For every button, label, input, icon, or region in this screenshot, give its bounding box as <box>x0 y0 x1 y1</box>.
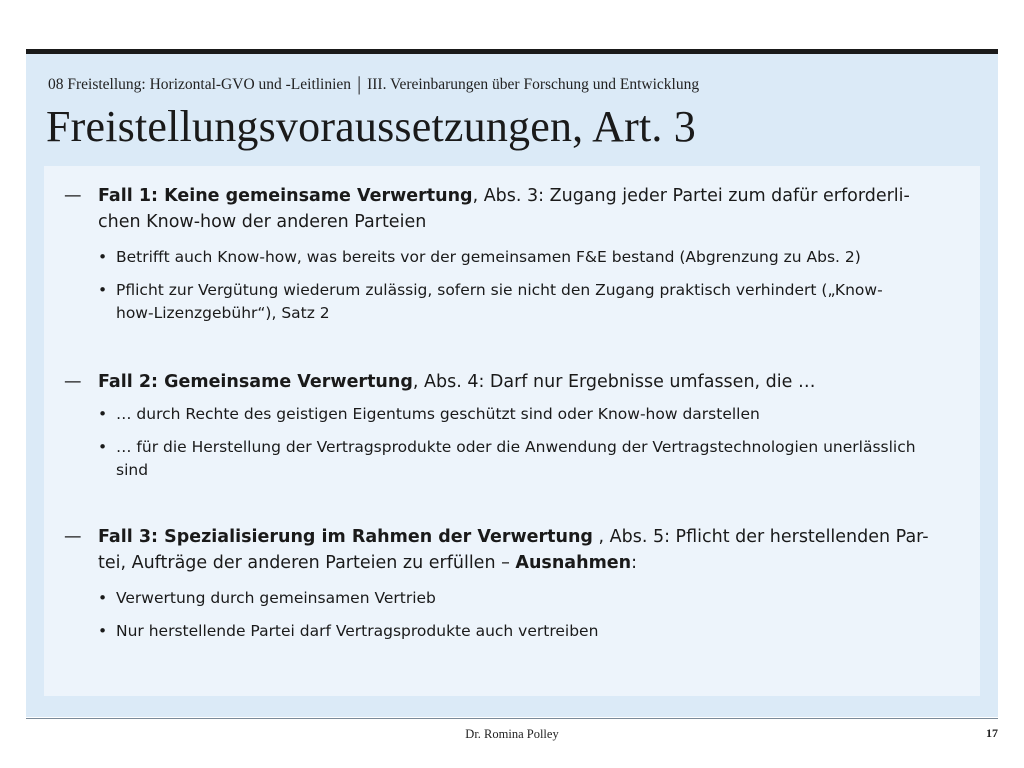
content-box <box>44 166 980 696</box>
bullet-marker: • <box>98 281 108 299</box>
item-heading: Fall 2: Gemeinsame Verwertung <box>98 372 413 392</box>
item-line: sind <box>116 461 149 479</box>
bullet-marker: • <box>98 405 108 423</box>
item-text: … durch Rechte des geistigen Eigentums geschützt sind oder Know-how darstellen <box>116 405 760 423</box>
item-line: Pflicht zur Vergütung wiederum zulässig, sofern sie nicht den Zugang praktisch verhindert („Know- <box>116 281 883 299</box>
bullet-marker: • <box>98 248 108 266</box>
footer-divider <box>26 718 998 719</box>
item-text: Verwertung durch gemeinsamen Vertrieb <box>116 589 436 607</box>
breadcrumb-chapter: 08 Freistellung: Horizontal-GVO und -Leitlinien <box>48 76 352 93</box>
breadcrumb-separator: | <box>357 73 362 95</box>
dash-marker: — <box>64 527 82 547</box>
item-text: Nur herstellende Partei darf Vertragsprodukte auch vertreiben <box>116 622 599 640</box>
page-number: 17 <box>986 726 998 740</box>
footer-author: Dr. Romina Polley <box>465 727 559 741</box>
page-title: Freistellungsvoraussetzungen, Art. 3 <box>46 102 696 151</box>
item-line: … für die Herstellung der Vertragsprodukte oder die Anwendung der Vertragstechnologien unerlässlich <box>116 438 916 456</box>
item-body-cont: tei, Aufträge der anderen Parteien zu erfüllen – <box>98 553 516 573</box>
bullet-marker: • <box>98 438 108 456</box>
item-text: Betrifft auch Know-how, was bereits vor der gemeinsamen F&E bestand (Abgrenzung zu Abs. 2) <box>116 248 861 266</box>
item-punct: : <box>631 553 638 573</box>
item-body-cont: chen Know-how der anderen Parteien <box>98 212 427 232</box>
item-line: how-Lizenzgebühr“), Satz 2 <box>116 304 330 322</box>
item-heading: Fall 3: Spezialisierung im Rahmen der Verwertung <box>98 527 593 547</box>
breadcrumb <box>48 72 699 95</box>
dash-marker: — <box>64 186 82 206</box>
item-emphasis: Ausnahmen <box>515 553 632 573</box>
item-text <box>98 183 960 235</box>
bullet-marker: • <box>98 589 108 607</box>
item-text <box>98 524 960 576</box>
bullet-marker: • <box>98 622 108 640</box>
item-text <box>116 436 960 482</box>
item-body: , Abs. 5: Pflicht der herstellenden Par- <box>592 527 929 547</box>
item-text <box>98 369 960 395</box>
breadcrumb-section: III. Vereinbarungen über Forschung und Entwicklung <box>367 76 700 93</box>
dash-marker: — <box>64 372 82 392</box>
item-text <box>116 279 960 325</box>
item-body: , Abs. 3: Zugang jeder Partei zum dafür erforderli- <box>472 186 910 206</box>
item-body: , Abs. 4: Darf nur Ergebnisse umfassen, die … <box>412 372 816 392</box>
item-heading: Fall 1: Keine gemeinsame Verwertung <box>98 186 473 206</box>
